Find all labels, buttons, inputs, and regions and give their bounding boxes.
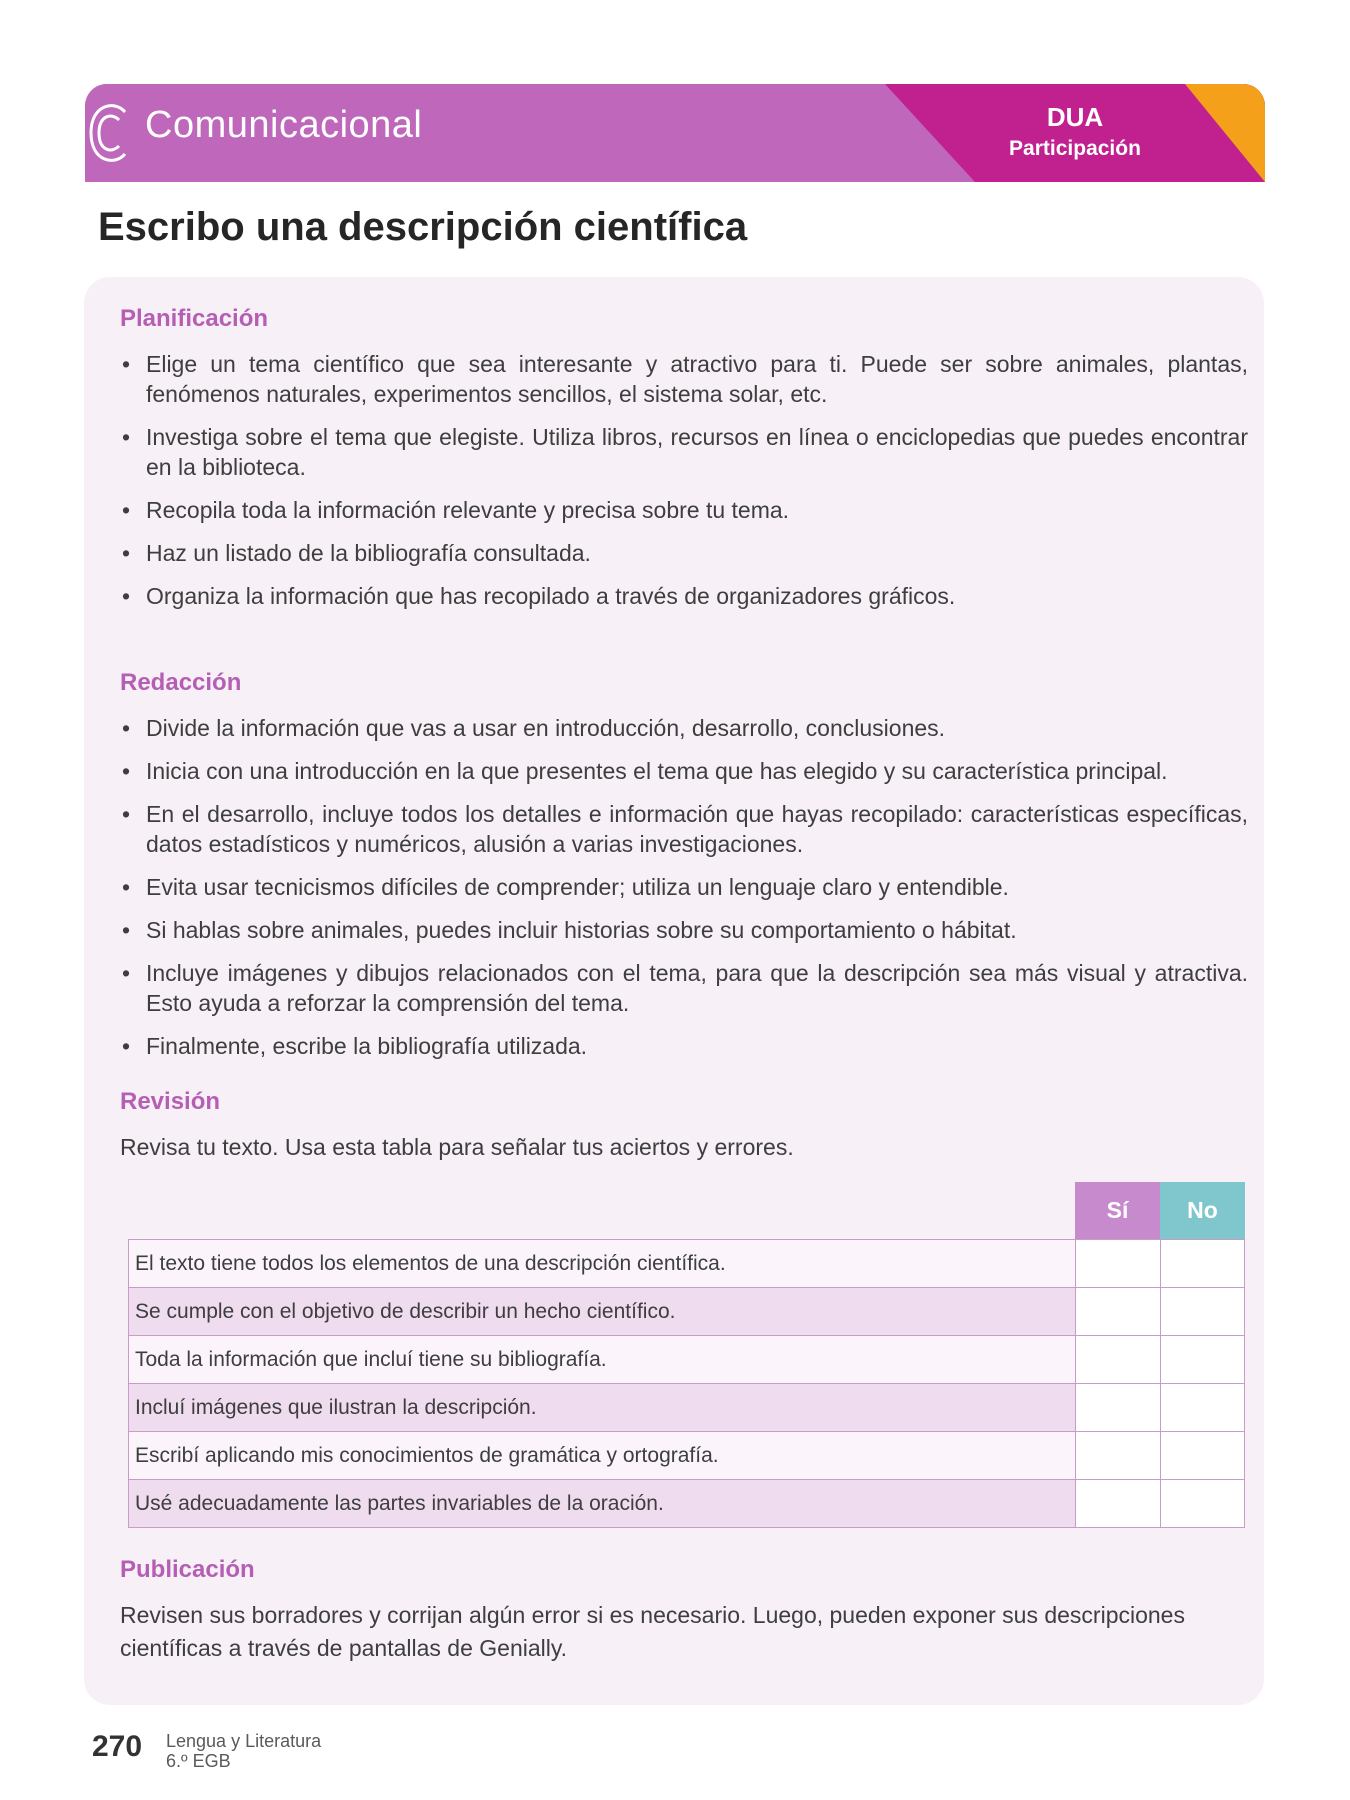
table-row [128, 1240, 1245, 1288]
table-row [128, 1480, 1245, 1528]
checkbox-cell-si[interactable] [1076, 1336, 1160, 1383]
page-number: 270 [92, 1730, 143, 1763]
checkbox-cell-si[interactable] [1076, 1384, 1160, 1431]
checkbox-cell-no[interactable] [1161, 1384, 1245, 1431]
section-title: Comunicacional [145, 104, 423, 146]
list-item: • Divide la información que vas a usar en introducción, desarrollo, conclusiones. [120, 713, 1248, 743]
table-row [128, 1336, 1245, 1384]
dua-badge-title: DUA [1046, 102, 1104, 132]
criterion-text: Toda la información que incluí tiene su bibliografía. [128, 1336, 1076, 1383]
heading-publicacion: Publicación [120, 1556, 255, 1583]
c-logo-icon [85, 100, 133, 166]
checkbox-cell-si[interactable] [1076, 1288, 1160, 1335]
criterion-text: Se cumple con el objetivo de describir un hecho científico. [128, 1288, 1076, 1335]
column-header-si: Sí [1075, 1182, 1160, 1239]
checkbox-cell-si[interactable] [1076, 1240, 1160, 1287]
revision-intro: Revisa tu texto. Usa esta tabla para señalar tus aciertos y errores. [120, 1134, 794, 1160]
heading-revision: Revisión [120, 1088, 221, 1115]
table-row [128, 1288, 1245, 1336]
heading-redaccion: Redacción [120, 669, 242, 696]
list-item: • En el desarrollo, incluye todos los detalles e información que hayas recopilado: características específicas, datos estadísticos y numéricos, alusión a varias investigaciones. [120, 799, 1248, 859]
criterion-text: El texto tiene todos los elementos de una descripción científica. [128, 1240, 1076, 1287]
checkbox-cell-si[interactable] [1076, 1432, 1160, 1479]
column-header-no: No [1160, 1182, 1245, 1239]
list-item: • Inicia con una introducción en la que presentes el tema que has elegido y su característica principal. [120, 756, 1248, 786]
table-row [128, 1432, 1245, 1480]
list-item: • Si hablas sobre animales, puedes incluir historias sobre su comportamiento o hábitat. [120, 915, 1248, 945]
footer-grade: 6.º EGB [166, 1751, 231, 1771]
list-item: • Investiga sobre el tema que elegiste. Utiliza libros, recursos en línea o enciclopedias que puedes encontrar en la biblioteca. [120, 422, 1248, 482]
list-item: • Evita usar tecnicismos difíciles de comprender; utiliza un lenguaje claro y entendible. [120, 872, 1248, 902]
checkbox-cell-no[interactable] [1161, 1288, 1245, 1335]
list-item: • Elige un tema científico que sea interesante y atractivo para ti. Puede ser sobre animales, plantas, fenómenos naturales, experimentos sencillos, el sistema solar, etc. [120, 349, 1248, 409]
revision-table [128, 1239, 1245, 1528]
page-title: Escribo una descripción científica [98, 205, 748, 249]
checkbox-cell-si[interactable] [1076, 1480, 1160, 1527]
redaccion-list [120, 713, 1248, 1074]
criterion-text: Escribí aplicando mis conocimientos de gramática y ortografía. [128, 1432, 1076, 1479]
heading-planificacion: Planificación [120, 305, 269, 332]
publicacion-text: Revisen sus borradores y corrijan algún error si es necesario. Luego, pueden exponer sus descripciones científicas a través de pantallas de Genially. [120, 1602, 1185, 1661]
criterion-text: Incluí imágenes que ilustran la descripción. [128, 1384, 1076, 1431]
criterion-text: Usé adecuadamente las partes invariables de la oración. [128, 1480, 1076, 1527]
checkbox-cell-no[interactable] [1161, 1240, 1245, 1287]
list-item: • Incluye imágenes y dibujos relacionados con el tema, para que la descripción sea más visual y atractiva. Esto ayuda a reforzar la comprensión del tema. [120, 958, 1248, 1018]
list-item: • Haz un listado de la bibliografía consultada. [120, 538, 1248, 568]
list-item: • Finalmente, escribe la bibliografía utilizada. [120, 1031, 1248, 1061]
dua-badge-subtitle: Participación [1009, 137, 1141, 160]
footer-subject: Lengua y Literatura [166, 1731, 322, 1751]
section-banner [85, 84, 1265, 182]
table-row [128, 1384, 1245, 1432]
list-item: • Recopila toda la información relevante y precisa sobre tu tema. [120, 495, 1248, 525]
planificacion-list [120, 349, 1248, 624]
checkbox-cell-no[interactable] [1161, 1336, 1245, 1383]
checkbox-cell-no[interactable] [1161, 1432, 1245, 1479]
list-item: • Organiza la información que has recopilado a través de organizadores gráficos. [120, 581, 1248, 611]
checkbox-cell-no[interactable] [1161, 1480, 1245, 1527]
